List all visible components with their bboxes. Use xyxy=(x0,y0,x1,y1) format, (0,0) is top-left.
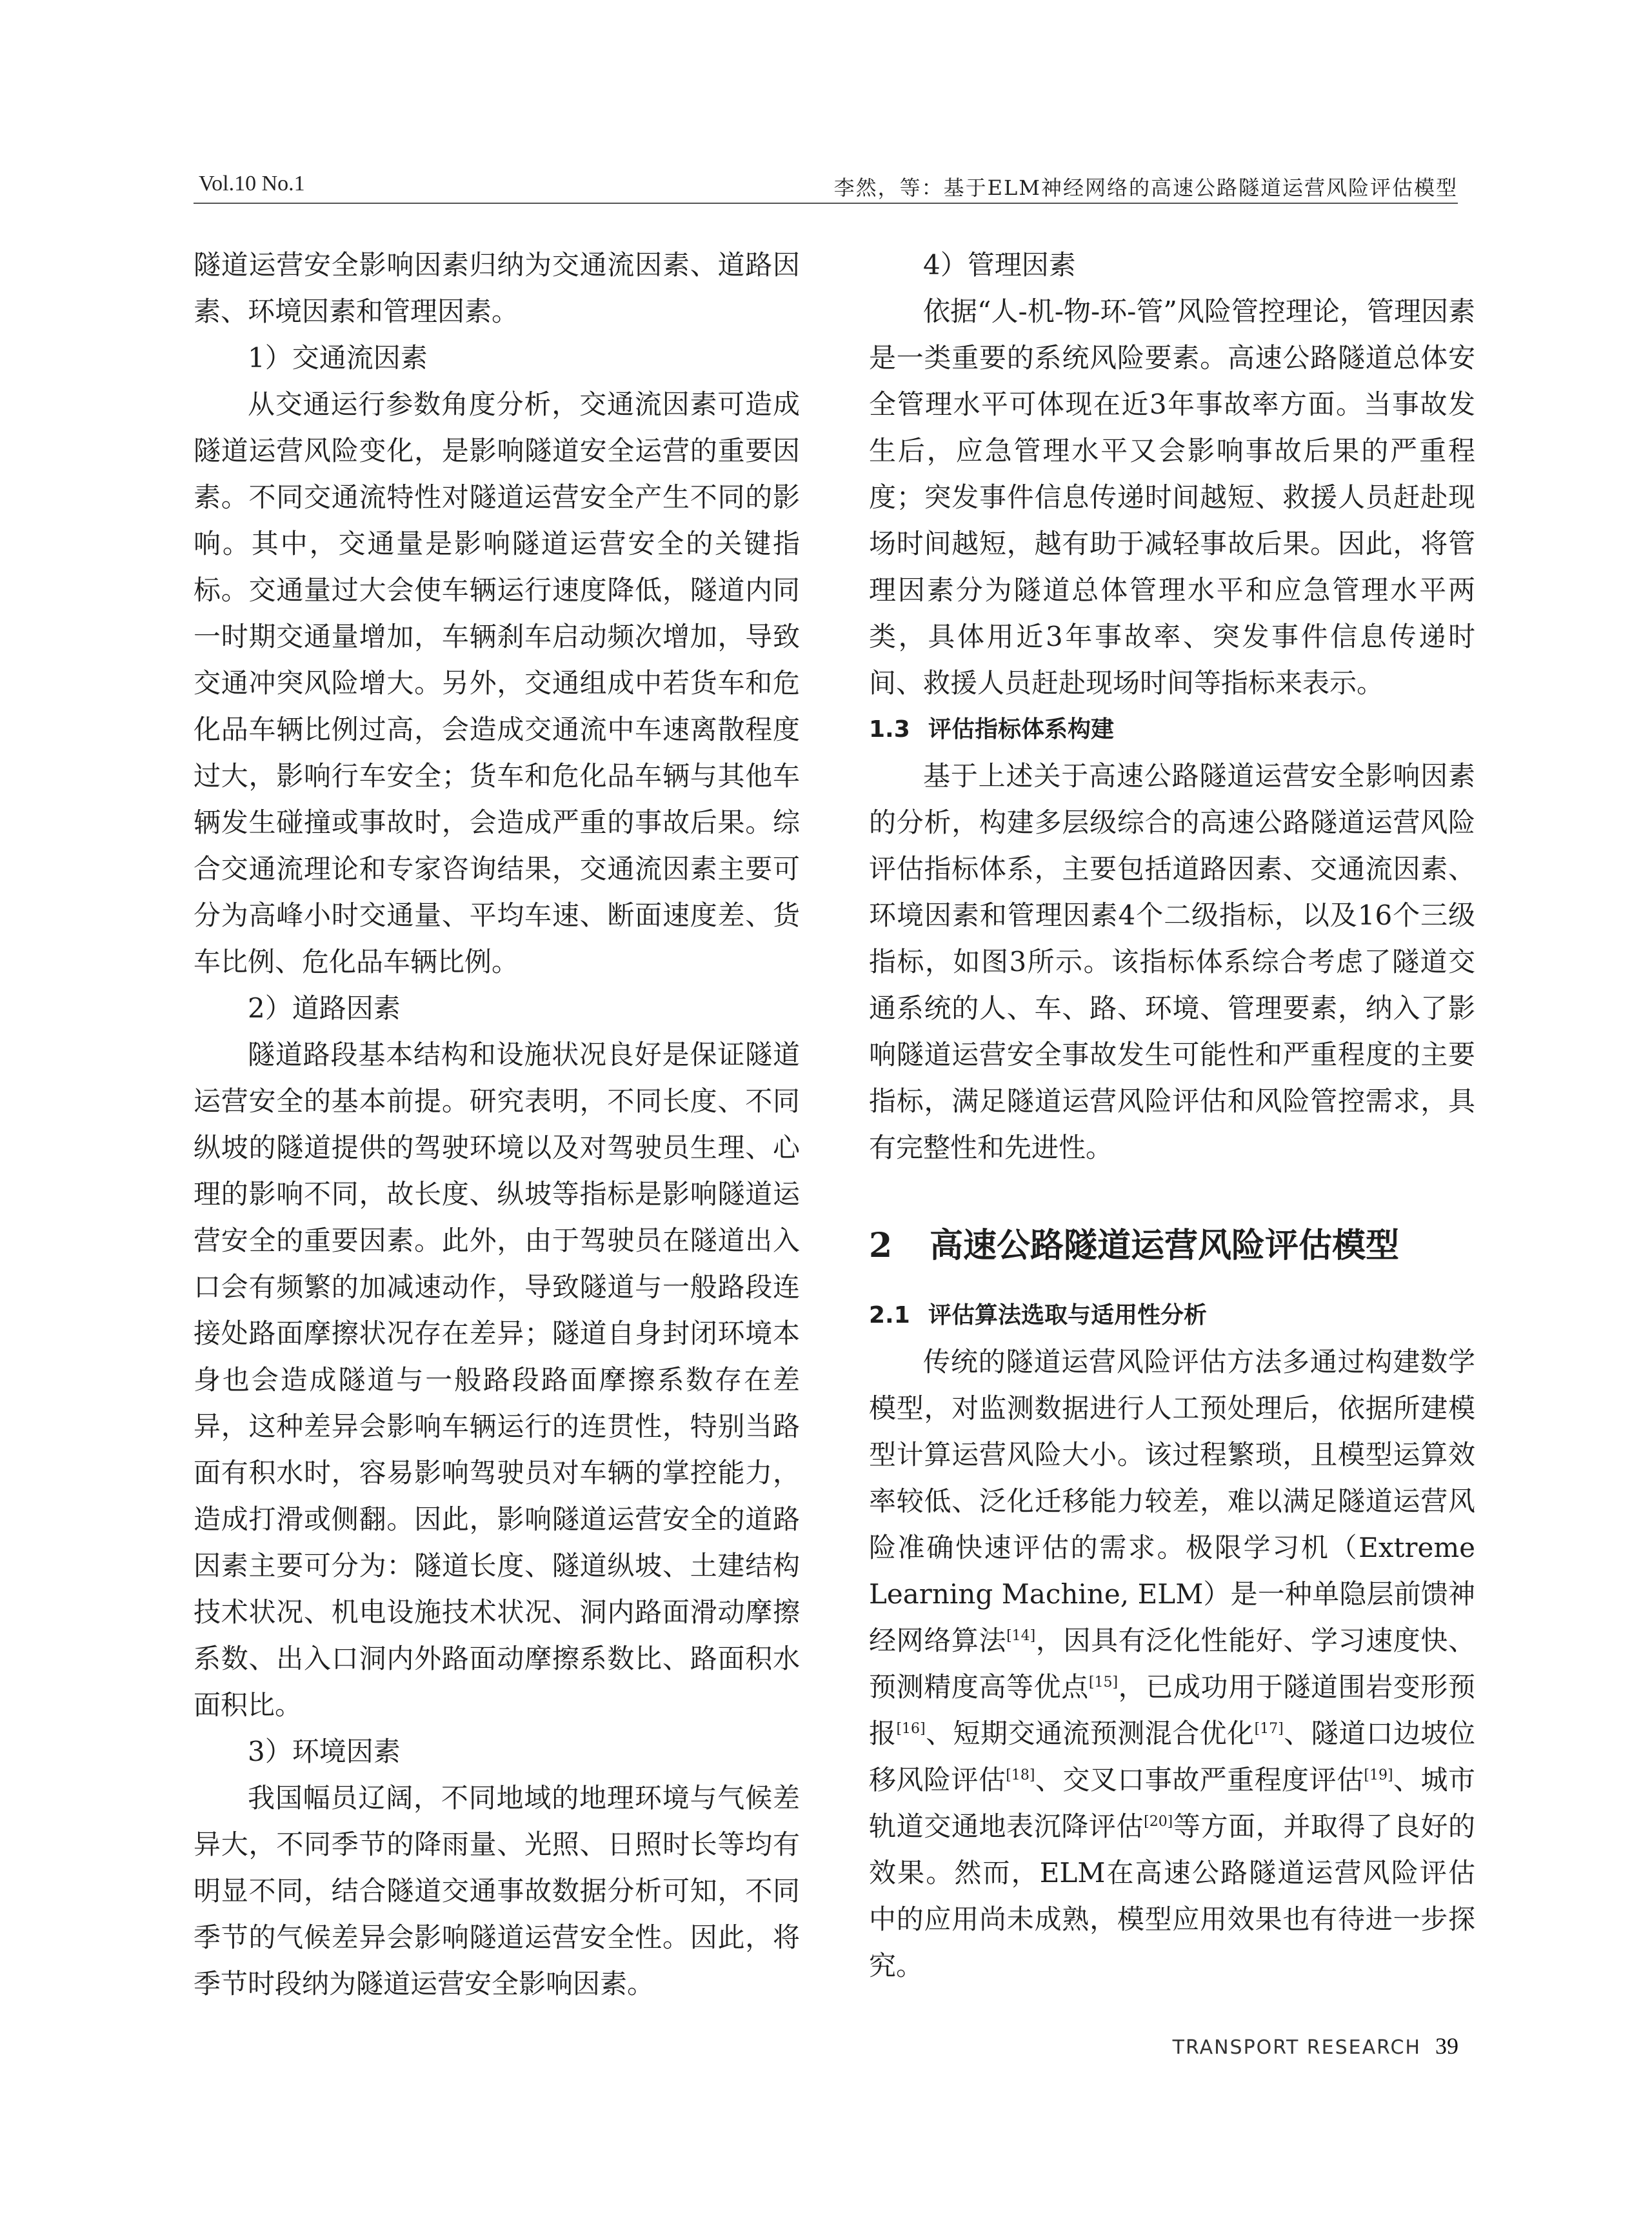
paragraph-environment: 我国幅员辽阔，不同地域的地理环境与气候差异大，不同季节的降雨量、光照、日照时长等均有明显不同，结合隧道交通事故数据分析可知，不同季节的气候差异会影响隧道运营安全性。因此，将季节时段纳为隧道运营安全影响因素。 xyxy=(194,1782,800,2000)
header-rule xyxy=(194,203,1458,204)
right-column xyxy=(869,242,1475,1989)
chapter-number: 2 xyxy=(869,1226,893,1265)
page-footer xyxy=(1173,2032,1458,2060)
paragraph-management: 依据“人-机-物-环-管”风险管控理论，管理因素是一类重要的系统风险要素。高速公路隧道总体安全管理水平可体现在近3年事故率方面。当事故发生后，应急管理水平又会影响事故后果的严重程度；突发事件信息传递时间越短、救援人员赶赴现场时间越短，越有助于减轻事故后果。因此，将管理因素分为隧道总体管理水平和应急管理水平两类，具体用近3年事故率、突发事件信息传递时间、救援人员赶赴现场时间等指标来表示。 xyxy=(869,296,1475,699)
paragraph-algorithm xyxy=(869,1339,1475,1989)
section-number: 2.1 xyxy=(869,1302,910,1329)
section-heading-2-1 xyxy=(869,1292,1475,1339)
citation: [14] xyxy=(1006,1628,1036,1644)
text-run: 传统的隧道运营风险评估方法多通过构建数学模型，对监测数据进行人工预处理后，依据所建模型计算运营风险大小。该过程繁琐，且模型运算效率较低、泛化迁移能力较差，难以满足隧道运营风险准确快速评估的需求。极限学习机（Extreme Learning Machine, ELM）是一种单隐层前馈神经网络算法 xyxy=(869,1346,1475,1656)
citation: [15] xyxy=(1088,1674,1119,1690)
journal-name: TRANSPORT RESEARCH xyxy=(1172,2036,1421,2059)
citation: [20] xyxy=(1144,1814,1173,1830)
paragraph-intro: 隧道运营安全影响因素归纳为交通流因素、道路因素、环境因素和管理因素。 xyxy=(194,249,800,327)
subheading-environment: 3）环境因素 xyxy=(248,1736,401,1767)
left-column xyxy=(194,242,800,2007)
text-run: 、短期交通流预测混合优化 xyxy=(925,1718,1255,1749)
chapter-title: 高速公路隧道运营风险评估模型 xyxy=(930,1226,1400,1265)
citation: [19] xyxy=(1364,1767,1393,1783)
text-run: 等方面，并取得了良好的效果。然而，ELM在高速公路隧道运营风险评估中的应用尚未成熟，模型应用效果也有待进一步探究。 xyxy=(869,1810,1475,1981)
running-title: 李然，等：基于ELM神经网络的高速公路隧道运营风险评估模型 xyxy=(833,175,1458,200)
citation: [17] xyxy=(1254,1721,1284,1737)
section-number: 1.3 xyxy=(869,716,910,743)
subheading-management: 4）管理因素 xyxy=(923,249,1076,281)
text-run: ，因具有泛化性能好、学习速度快、预测精度高等优点 xyxy=(869,1625,1475,1703)
section-title: 评估算法选取与适用性分析 xyxy=(928,1302,1208,1329)
text-run: 、城市轨道交通地表沉降评估 xyxy=(869,1764,1475,1842)
citation: [16] xyxy=(896,1721,926,1737)
page-number: 39 xyxy=(1435,2033,1458,2059)
citation: [18] xyxy=(1006,1767,1035,1783)
volume-label: Vol.10 No.1 xyxy=(199,172,305,196)
paragraph-road: 隧道路段基本结构和设施状况良好是保证隧道运营安全的基本前提。研究表明，不同长度、不同纵坡的隧道提供的驾驶环境以及对驾驶员生理、心理的影响不同，故长度、纵坡等指标是影响隧道运营安全的重要因素。此外，由于驾驶员在隧道出入口会有频繁的加减速动作，导致隧道与一般路段连接处路面摩擦状况存在差异；隧道自身封闭环境本身也会造成隧道与一般路段路面摩擦系数存在差异，这种差异会影响车辆运行的连贯性，特别当路面有积水时，容易影响驾驶员对车辆的掌控能力，造成打滑或侧翻。因此，影响隧道运营安全的道路因素主要可分为：隧道长度、隧道纵坡、土建结构技术状况、机电设施技术状况、洞内路面滑动摩擦系数、出入口洞内外路面动摩擦系数比、路面积水面积比。 xyxy=(194,1039,800,1721)
text-run: 、隧道口边坡位移风险评估 xyxy=(869,1718,1475,1796)
text-run: 、交叉口事故严重程度评估 xyxy=(1035,1764,1364,1796)
running-header xyxy=(194,166,1458,205)
subheading-traffic: 1）交通流因素 xyxy=(248,342,428,374)
section-title: 评估指标体系构建 xyxy=(928,716,1115,743)
paragraph-indicator-system: 基于上述关于高速公路隧道运营安全影响因素的分析，构建多层级综合的高速公路隧道运营风险评估指标体系，主要包括道路因素、交通流因素、环境因素和管理因素4个二级指标，以及16个三级指标，如图3所示。该指标体系综合考虑了隧道交通系统的人、车、路、环境、管理要素，纳入了影响隧道运营安全事故发生可能性和严重程度的主要指标，满足隧道运营风险评估和风险管控需求，具有完整性和先进性。 xyxy=(869,760,1475,1163)
text-run: ，已成功用于隧道围岩变形预报 xyxy=(869,1671,1475,1749)
chapter-heading-2 xyxy=(869,1220,1475,1272)
paragraph-traffic: 从交通运行参数角度分析，交通流因素可造成隧道运营风险变化，是影响隧道安全运营的重要因素。不同交通流特性对隧道运营安全产生不同的影响。其中，交通量是影响隧道运营安全的关键指标。交通量过大会使车辆运行速度降低，隧道内同一时期交通量增加，车辆刹车启动频次增加，导致交通冲突风险增大。另外，交通组成中若货车和危化品车辆比例过高，会造成交通流中车速离散程度过大，影响行车安全；货车和危化品车辆与其他车辆发生碰撞或事故时，会造成严重的事故后果。综合交通流理论和专家咨询结果，交通流因素主要可分为高峰小时交通量、平均车速、断面速度差、货车比例、危化品车辆比例。 xyxy=(194,388,800,978)
subheading-road: 2）道路因素 xyxy=(248,992,401,1024)
section-heading-1-3 xyxy=(869,707,1475,753)
